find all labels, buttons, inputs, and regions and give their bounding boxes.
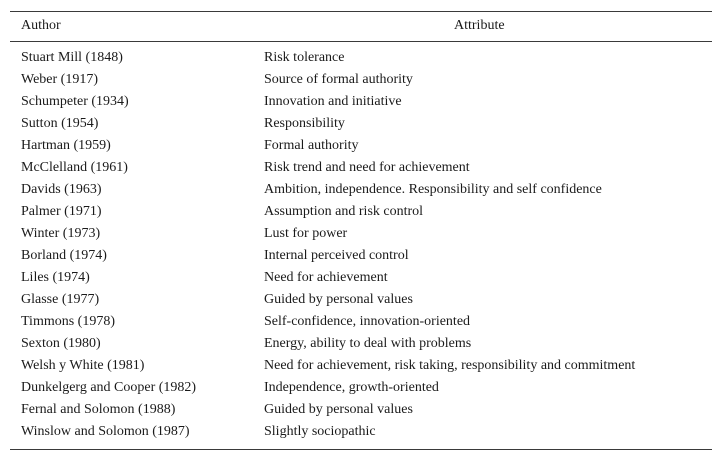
author-cell: Glasse (1977) [21,292,100,307]
table-row [10,201,712,223]
attribute-cell: Lust for power [264,226,348,241]
attribute-cell: Assumption and risk control [264,204,424,219]
author-cell: Liles (1974) [21,270,90,285]
attribute-cell: Independence, growth-oriented [264,380,439,395]
attribute-cell: Internal perceived control [264,248,409,263]
table-row [10,355,712,377]
table-row [10,399,712,421]
table-row [10,245,712,267]
table-row [10,377,712,399]
table-header [10,12,712,41]
author-cell: Dunkelgerg and Cooper (1982) [21,380,197,395]
table-row [10,179,712,201]
attribute-cell: Innovation and initiative [264,94,402,109]
author-cell: Palmer (1971) [21,204,102,219]
author-cell: Timmons (1978) [21,314,116,329]
author-cell: Weber (1917) [21,72,99,87]
author-attribute-table [10,11,712,450]
author-cell: Hartman (1959) [21,138,111,153]
table-row [10,135,712,157]
attribute-cell: Ambition, independence. Responsibility and self confidence [264,182,602,197]
table-row [10,421,712,443]
author-cell: McClelland (1961) [21,160,128,175]
table-row [10,289,712,311]
attribute-cell: Need for achievement, risk taking, responsibility and commitment [264,358,636,373]
header-attribute: Attribute [454,18,505,33]
author-cell: Winslow and Solomon (1987) [21,424,190,439]
table-row [10,311,712,333]
author-cell: Winter (1973) [21,226,101,241]
table-body [10,42,712,449]
header-author: Author [21,18,61,33]
attribute-cell: Need for achievement [264,270,388,285]
table-row [10,223,712,245]
table-row [10,47,712,69]
attribute-cell: Energy, ability to deal with problems [264,336,472,351]
author-cell: Sexton (1980) [21,336,101,351]
attribute-cell: Source of formal authority [264,72,413,87]
author-cell: Borland (1974) [21,248,107,263]
table-row [10,333,712,355]
attribute-cell: Responsibility [264,116,345,131]
attribute-cell: Self-confidence, innovation-oriented [264,314,471,329]
attribute-cell: Slightly sociopathic [264,424,376,439]
table-row [10,267,712,289]
table-row [10,157,712,179]
author-cell: Fernal and Solomon (1988) [21,402,176,417]
attribute-cell: Formal authority [264,138,359,153]
table-row [10,91,712,113]
author-cell: Stuart Mill (1848) [21,50,123,65]
attribute-cell: Guided by personal values [264,292,413,307]
author-cell: Welsh y White (1981) [21,358,145,373]
attribute-cell: Guided by personal values [264,402,413,417]
attribute-cell: Risk trend and need for achievement [264,160,470,175]
table-row [10,113,712,135]
author-cell: Sutton (1954) [21,116,99,131]
table-row [10,69,712,91]
bottom-rule [10,449,712,450]
author-cell: Schumpeter (1934) [21,94,129,109]
attribute-cell: Risk tolerance [264,50,345,65]
author-cell: Davids (1963) [21,182,102,197]
